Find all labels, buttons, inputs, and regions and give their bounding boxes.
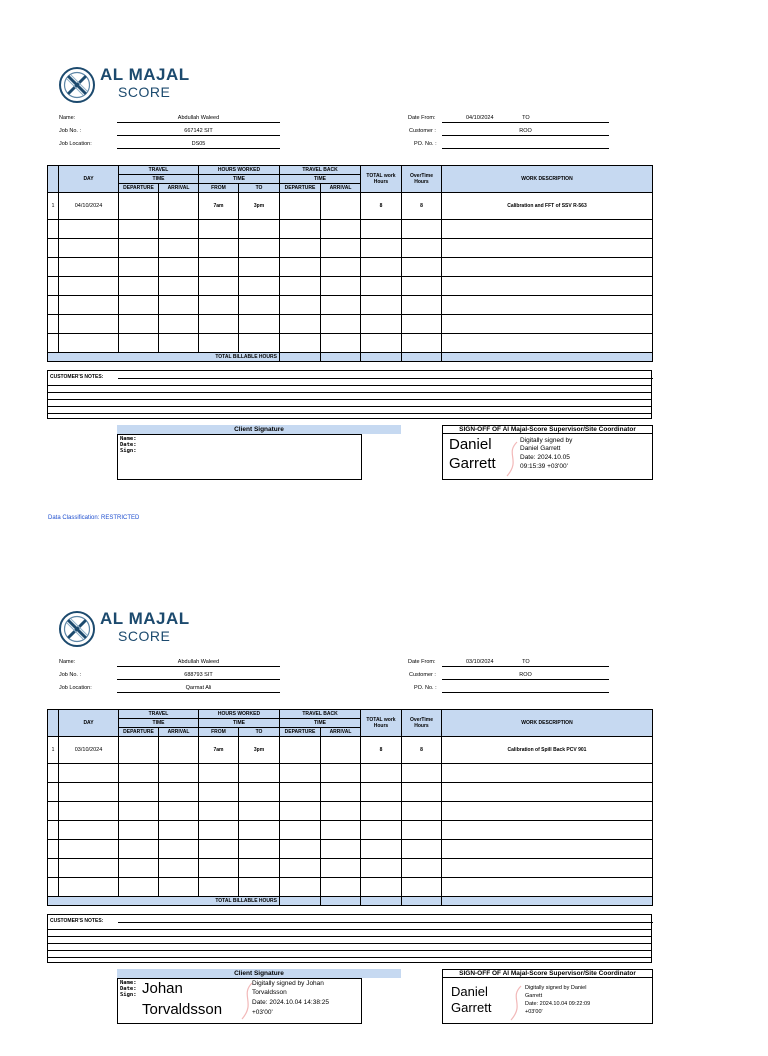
row-departure <box>119 193 159 220</box>
header-overtime-l2: Hours <box>414 179 429 185</box>
po-no <box>442 140 609 149</box>
signoff-header: SIGN-OFF OF Al Majal-Score Supervisor/Site Coordinator <box>442 969 653 978</box>
job-no-label: Job No. : <box>59 672 82 678</box>
header-overtime-l2: Hours <box>414 723 429 729</box>
table-row <box>48 802 653 821</box>
company-name: AL MAJAL <box>100 609 190 628</box>
table-row <box>48 296 653 315</box>
date-from: 04/10/2024 <box>466 115 494 121</box>
row-index: 1 <box>48 737 59 764</box>
header-back-arrival: ARRIVAL <box>321 728 361 737</box>
header-back-departure: DEPARTURE <box>280 728 321 737</box>
header-day: DAY <box>59 166 119 193</box>
supervisor-digital-line-1: Digitally signed by <box>520 437 573 444</box>
name-label: Name: <box>59 115 76 121</box>
job-location: Qarmat Ali <box>117 684 280 693</box>
header-hours-worked: HOURS WORKED <box>199 710 280 719</box>
header-overtime <box>402 166 442 193</box>
company-logo <box>58 66 198 106</box>
total-billable-label: TOTAL BILLABLE HOURS <box>48 353 280 362</box>
header-travel-time: TIME <box>119 175 199 184</box>
po-no <box>442 684 609 693</box>
job-no: 667142 SIT <box>117 127 280 136</box>
employee-name: Abdullah Waleed <box>117 658 280 667</box>
supervisor-digital-line-1: Digitally signed by Daniel <box>525 985 587 991</box>
table-row <box>48 239 653 258</box>
date-from-label: Date From: <box>408 659 436 665</box>
company-subname: SCORE <box>118 84 171 100</box>
client-signature-header: Client Signature <box>117 969 401 978</box>
date-from-line <box>442 658 609 667</box>
table-row <box>48 737 653 764</box>
total-billable-label: TOTAL BILLABLE HOURS <box>48 897 280 906</box>
header-travel-back: TRAVEL BACK <box>280 166 361 175</box>
client-sign-label: Sign: <box>120 992 137 998</box>
row-total-hours: 8 <box>361 737 402 764</box>
table-row <box>48 859 653 878</box>
header-to: TO <box>239 728 280 737</box>
header-travel: TRAVEL <box>119 166 199 175</box>
header-total-work-l1: TOTAL work <box>366 173 396 179</box>
customer-label: Customer : <box>409 672 436 678</box>
job-no: 688793 SIT <box>117 671 280 680</box>
row-arrival <box>159 737 199 764</box>
header-travel-time: TIME <box>119 719 199 728</box>
date-from-line <box>442 114 609 123</box>
supervisor-digital-line-4: +03'00' <box>525 1009 543 1015</box>
table-header-row-1 <box>48 710 653 719</box>
supervisor-signature-name-2: Garrett <box>451 1000 492 1015</box>
company-logo <box>58 610 198 650</box>
header-overtime-l1: OverTime <box>410 717 433 723</box>
header-from: FROM <box>199 184 239 193</box>
job-location: DS05 <box>117 140 280 149</box>
client-signature-name-1: Johan <box>142 980 183 997</box>
header-hours-time: TIME <box>199 175 280 184</box>
table-row <box>48 878 653 897</box>
supervisor-digital-line-3: Date: 2024.10.05 <box>520 454 570 461</box>
al-majal-score-logo-icon <box>58 610 96 648</box>
table-row <box>48 315 653 334</box>
supervisor-digital-line-3: Date: 2024.10.04 09:22:09 <box>525 1001 591 1007</box>
header-total-work-l2: Hours <box>373 723 389 729</box>
timesheet-2 <box>0 544 768 1056</box>
row-from: 7am <box>199 193 239 220</box>
row-back-departure <box>280 737 321 764</box>
table-row <box>48 193 653 220</box>
supervisor-digital-line-4: 09:15:39 +03'00' <box>520 463 568 470</box>
supervisor-signature-name-2: Garrett <box>449 455 496 472</box>
header-total-work-l2: Hours <box>373 179 389 185</box>
date-from-label: Date From: <box>408 115 436 121</box>
row-overtime: 8 <box>402 737 442 764</box>
row-back-departure <box>280 193 321 220</box>
table-row <box>48 764 653 783</box>
header-back-arrival: ARRIVAL <box>321 184 361 193</box>
supervisor-signature-box[interactable] <box>442 434 653 480</box>
client-signature-box[interactable] <box>117 434 362 480</box>
job-no-label: Job No. : <box>59 128 82 134</box>
row-back-arrival <box>321 193 361 220</box>
row-day: 04/10/2024 <box>59 193 119 220</box>
company-name: AL MAJAL <box>100 65 190 84</box>
supervisor-digital-line-2: Garrett <box>525 993 543 999</box>
header-travel-back-time: TIME <box>280 175 361 184</box>
total-billable-row <box>48 897 653 906</box>
client-digital-line-4: +03'00' <box>252 1009 273 1016</box>
header-hours-worked: HOURS WORKED <box>199 166 280 175</box>
row-arrival <box>159 193 199 220</box>
header-travel-back: TRAVEL BACK <box>280 710 361 719</box>
row-description: Calibration of Spill Back PCV 901 <box>442 737 653 764</box>
po-no-label: PO. No. : <box>414 685 437 691</box>
table-row <box>48 821 653 840</box>
hours-table <box>47 709 653 906</box>
header-overtime-l1: OverTime <box>410 173 433 179</box>
signoff-header: SIGN-OFF OF Al Majal-Score Supervisor/Site Coordinator <box>442 425 653 434</box>
client-signature-name-2: Torvaldsson <box>142 1001 223 1018</box>
timesheet-1 <box>0 0 768 521</box>
row-overtime: 8 <box>402 193 442 220</box>
client-name-label: Name: <box>120 980 137 986</box>
row-index: 1 <box>48 193 59 220</box>
hours-table <box>47 165 653 362</box>
header-arrival: ARRIVAL <box>159 184 199 193</box>
header-blank <box>48 166 59 193</box>
table-row <box>48 334 653 353</box>
customer-notes-label: CUSTOMER'S NOTES: <box>50 918 104 924</box>
supervisor-signature-name-1: Daniel <box>451 984 488 999</box>
supervisor-signature-name-1: Daniel <box>449 436 492 453</box>
client-signature-header: Client Signature <box>117 425 401 434</box>
row-back-arrival <box>321 737 361 764</box>
header-departure: DEPARTURE <box>119 184 159 193</box>
header-arrival: ARRIVAL <box>159 728 199 737</box>
header-work-description: WORK DESCRIPTION <box>442 166 653 193</box>
table-row <box>48 220 653 239</box>
customer: ROO <box>442 127 609 136</box>
header-hours-time: TIME <box>199 719 280 728</box>
supervisor-digital-line-2: Daniel Garrett <box>520 445 561 452</box>
header-travel-back-time: TIME <box>280 719 361 728</box>
signature-stroke-icon <box>507 984 527 1022</box>
al-majal-score-logo-icon <box>58 66 96 104</box>
client-sign-label: Sign: <box>120 448 137 454</box>
client-digital-line-1: Digitally signed by Johan <box>252 980 324 987</box>
header-back-departure: DEPARTURE <box>280 184 321 193</box>
client-name-label: Name: <box>120 436 137 442</box>
row-to: 3pm <box>239 737 280 764</box>
client-digital-line-2: Torvaldsson <box>252 989 287 996</box>
date-to-label: TO <box>522 659 530 665</box>
date-from: 03/10/2024 <box>466 659 494 665</box>
client-digital-line-3: Date: 2024.10.04 14:38:25 <box>252 999 329 1006</box>
data-classification: Data Classification: RESTRICTED <box>48 515 140 521</box>
customer-label: Customer : <box>409 128 436 134</box>
table-row <box>48 783 653 802</box>
table-row <box>48 258 653 277</box>
supervisor-signature-box[interactable] <box>442 978 653 1024</box>
client-signature-box[interactable] <box>117 978 362 1024</box>
row-total-hours: 8 <box>361 193 402 220</box>
row-day: 03/10/2024 <box>59 737 119 764</box>
header-from: FROM <box>199 728 239 737</box>
header-total-work-l1: TOTAL work <box>366 717 396 723</box>
row-from: 7am <box>199 737 239 764</box>
customer: ROO <box>442 671 609 680</box>
header-day: DAY <box>59 710 119 737</box>
header-work-description: WORK DESCRIPTION <box>442 710 653 737</box>
po-no-label: PO. No. : <box>414 141 437 147</box>
header-departure: DEPARTURE <box>119 728 159 737</box>
table-row <box>48 840 653 859</box>
employee-name: Abdullah Waleed <box>117 114 280 123</box>
row-description: Calibration and FFT of SSV R-563 <box>442 193 653 220</box>
table-header-row-1 <box>48 166 653 175</box>
company-subname: SCORE <box>118 628 171 644</box>
header-overtime <box>402 710 442 737</box>
header-blank <box>48 710 59 737</box>
table-row <box>48 277 653 296</box>
row-departure <box>119 737 159 764</box>
date-to-label: TO <box>522 115 530 121</box>
header-travel: TRAVEL <box>119 710 199 719</box>
name-label: Name: <box>59 659 76 665</box>
header-to: TO <box>239 184 280 193</box>
customer-notes <box>47 370 652 419</box>
customer-notes <box>47 914 652 963</box>
client-date-label: Date: <box>120 442 137 448</box>
client-date-label: Date: <box>120 986 137 992</box>
job-location-label: Job Location: <box>59 685 92 691</box>
customer-notes-label: CUSTOMER'S NOTES: <box>50 374 104 380</box>
header-total-work <box>361 710 402 737</box>
header-total-work <box>361 166 402 193</box>
job-location-label: Job Location: <box>59 141 92 147</box>
row-to: 3pm <box>239 193 280 220</box>
total-billable-row <box>48 353 653 362</box>
